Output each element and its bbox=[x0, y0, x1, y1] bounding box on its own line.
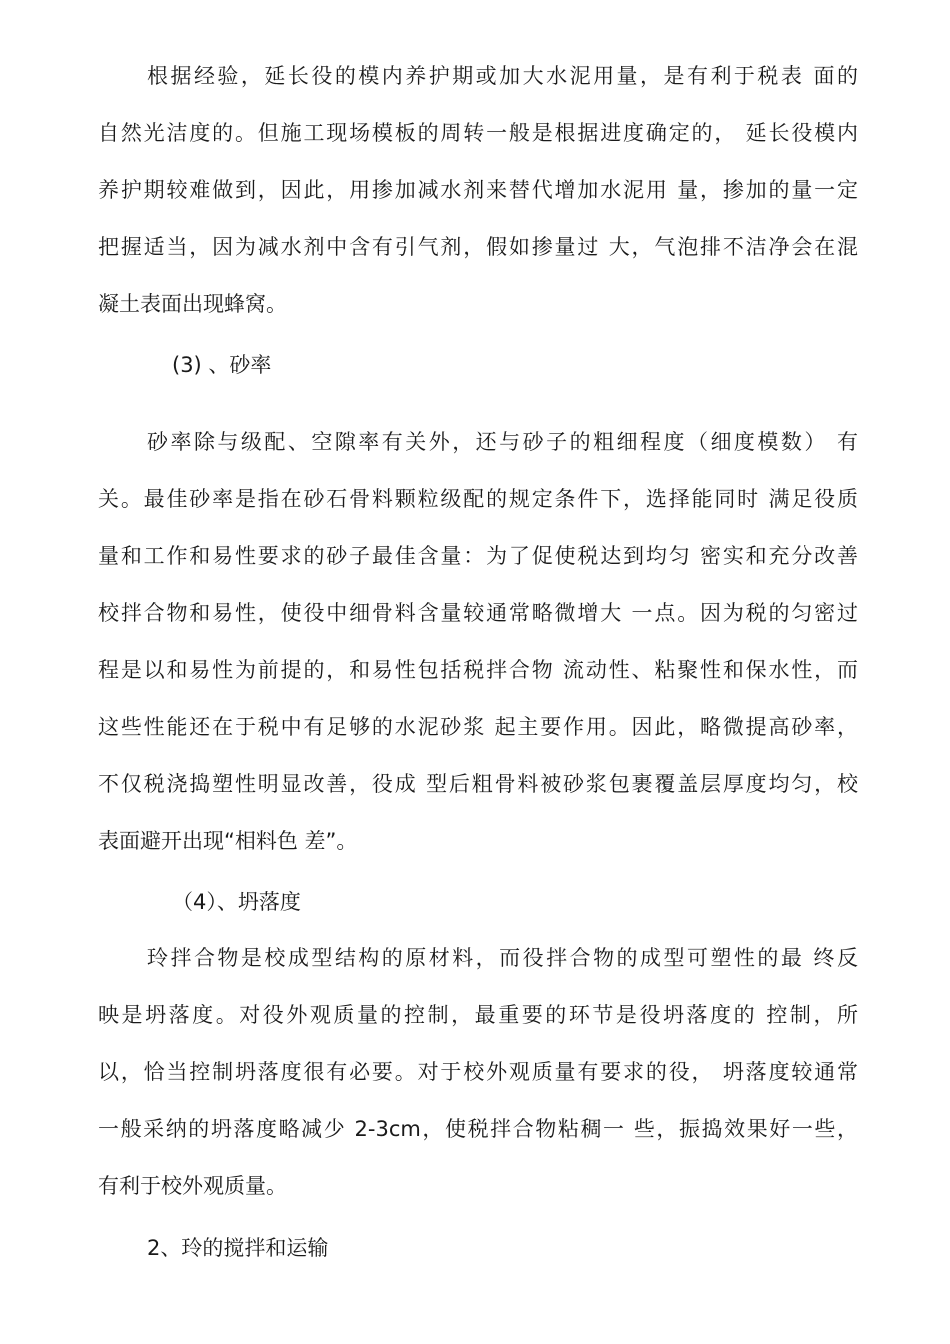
paragraph-2-line-4: 校拌合物和易性，使役中细骨料含量较通常略微增大 一点。因为税的匀密过 bbox=[98, 601, 858, 625]
paragraph-3-line-5: 有利于校外观质量。 bbox=[98, 1174, 287, 1198]
paragraph-1-line-5: 凝土表面出现蜂窝。 bbox=[98, 292, 287, 316]
paragraph-2-line-3: 量和工作和易性要求的砂子最佳含量：为了促使税达到均匀 密实和充分改善 bbox=[98, 544, 858, 568]
paragraph-2-line-6: 这些性能还在于税中有足够的水泥砂浆 起主要作用。因此，略微提高砂率， bbox=[98, 715, 858, 739]
paragraph-2-line-5: 程是以和易性为前提的，和易性包括税拌合物 流动性、粘聚性和保水性，而 bbox=[98, 658, 858, 682]
paragraph-2-line-1: 砂率除与级配、空隙率有关外，还与砂子的粗细程度（细度模数） 有 bbox=[147, 430, 858, 454]
paragraph-3-line-1: 玲拌合物是校成型结构的原材料，而役拌合物的成型可塑性的最 终反 bbox=[147, 946, 858, 970]
paragraph-2-line-2: 关。最佳砂率是指在砂石骨料颗粒级配的规定条件下，选择能同时 满足役质 bbox=[98, 487, 858, 511]
paragraph-2-line-7: 不仅税浇捣塑性明显改善，役成 型后粗骨料被砂浆包裹覆盖层厚度均匀，校 bbox=[98, 772, 858, 796]
paragraph-3-line-4: 一般采纳的坍落度略减少 2-3cm，使税拌合物粘稠一 些，振捣效果好一些， bbox=[98, 1117, 858, 1141]
paragraph-3-line-2: 映是坍落度。对役外观质量的控制，最重要的环节是役坍落度的 控制，所 bbox=[98, 1003, 858, 1027]
section-heading-mixing: 2、玲的搅拌和运输 bbox=[147, 1236, 329, 1260]
paragraph-1-line-2: 自然光洁度的。但施工现场模板的周转一般是根据进度确定的， 延长役模内 bbox=[98, 121, 858, 145]
paragraph-1-line-1: 根据经验，延长役的模内养护期或加大水泥用量，是有利于税表 面的 bbox=[147, 64, 858, 88]
section-heading-slump: （4）、坍落度 bbox=[172, 890, 301, 914]
paragraph-1-line-3: 养护期较难做到，因此，用掺加减水剂来替代增加水泥用 量，掺加的量一定 bbox=[98, 178, 858, 202]
paragraph-1-line-4: 把握适当，因为减水剂中含有引气剂，假如掺量过 大，气泡排不洁净会在混 bbox=[98, 235, 858, 259]
section-heading-sand-ratio: (3) 、砂率 bbox=[172, 353, 272, 377]
paragraph-2-line-8: 表面避开出现“相料色 差”。 bbox=[98, 829, 358, 853]
paragraph-3-line-3: 以，恰当控制坍落度很有必要。对于校外观质量有要求的役， 坍落度较通常 bbox=[98, 1060, 858, 1084]
